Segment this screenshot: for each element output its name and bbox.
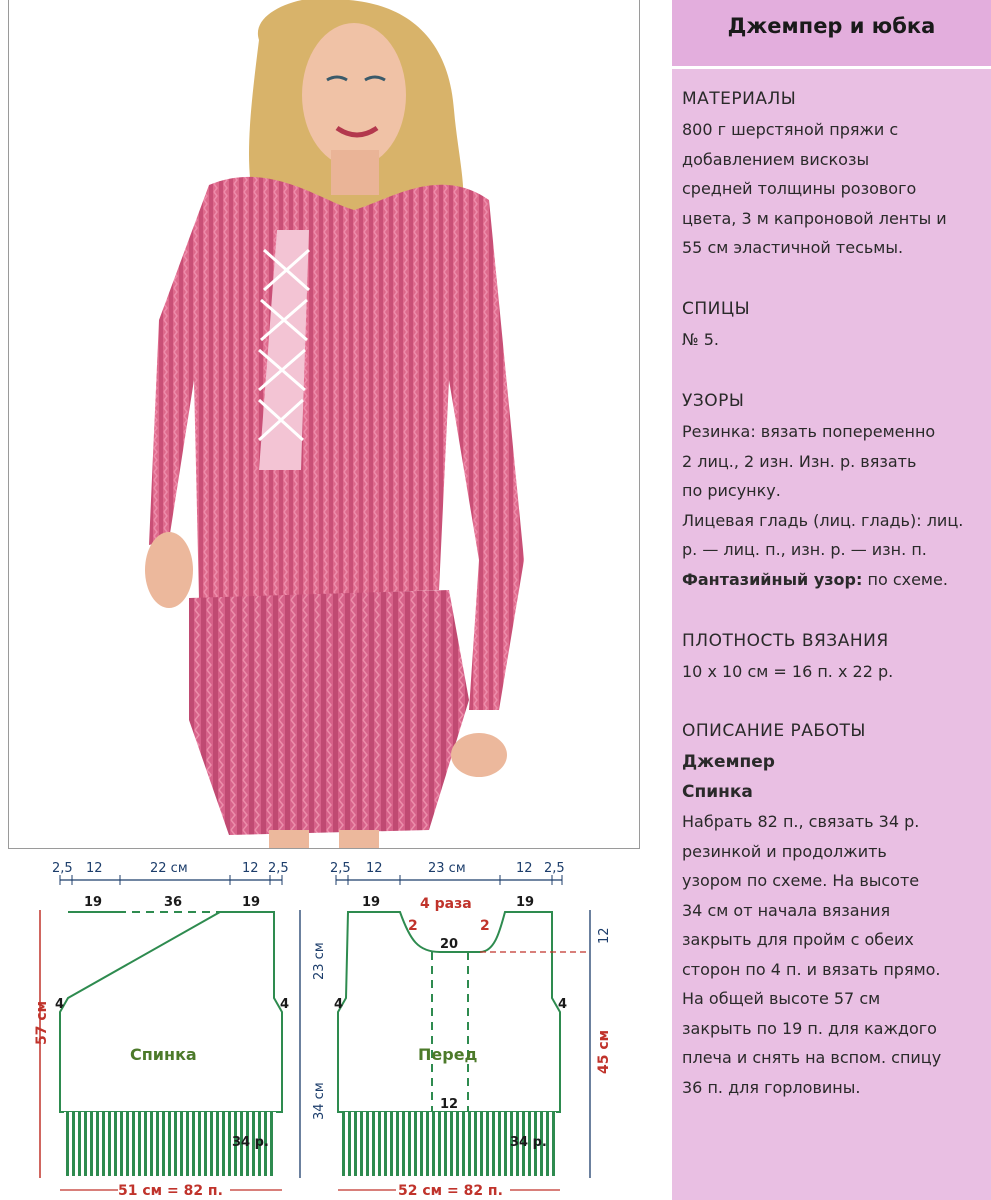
front-name: Перед <box>418 1045 478 1064</box>
back-rows: 34 р. <box>232 1135 269 1150</box>
work-line: резинкой и продолжить <box>682 841 887 861</box>
front-neck-bottom: 20 <box>440 937 459 952</box>
materials-line: 800 г шерстяной пряжи с <box>682 120 899 139</box>
back-top-dim: 2,5 <box>268 861 289 876</box>
front-height: 45 см <box>596 1029 612 1074</box>
front-top-dim: 2,5 <box>544 861 565 876</box>
work-subheading-back: Спинка <box>682 782 753 802</box>
stockinette-line: Лицевая гладь (лиц. гладь): лиц. <box>682 510 964 530</box>
stockinette-line: р. — лиц. п., изн. р. — изн. п. <box>682 540 927 559</box>
rib-line: 2 лиц., 2 изн. Изн. р. вязать <box>682 451 917 471</box>
back-armhole-height: 23 см <box>312 942 327 980</box>
back-armhole-left: 4 <box>55 997 65 1012</box>
work-line: узором по схеме. На высоте <box>682 871 920 890</box>
front-neck-depth: 12 <box>597 927 612 944</box>
gauge-heading: ПЛОТНОСТЬ ВЯЗАНИЯ <box>682 631 889 651</box>
front-neck-dec-left: 2 <box>408 918 418 934</box>
front-width: 52 см = 82 п. <box>398 1183 503 1199</box>
fancy-pattern-text: по схеме. <box>862 569 948 589</box>
fancy-pattern-line <box>682 565 982 595</box>
front-neck-dec-right: 2 <box>480 918 490 934</box>
front-armhole-left: 4 <box>334 997 344 1012</box>
back-top-dim: 2,5 <box>52 861 73 876</box>
back-armhole-right: 4 <box>280 997 290 1012</box>
work-line: На общей высоте 57 см <box>682 989 881 1008</box>
back-top-dim: 12 <box>242 861 259 876</box>
work-line: 36 п. для горловины. <box>682 1077 861 1097</box>
needles-heading: СПИЦЫ <box>682 299 751 319</box>
back-name: Спинка <box>130 1045 197 1064</box>
back-top-dim: 12 <box>86 861 103 876</box>
work-heading: ОПИСАНИЕ РАБОТЫ <box>682 721 866 741</box>
needles-section <box>682 298 982 355</box>
gauge-value: 10 х 10 см = 16 п. х 22 р. <box>682 662 894 681</box>
work-description-section <box>682 720 982 1102</box>
rib-line: по рисунку. <box>682 481 781 500</box>
front-rows: 34 р. <box>510 1135 547 1150</box>
needles-value: № 5. <box>682 330 719 349</box>
fancy-pattern-label: Фантазийный узор: <box>682 569 863 589</box>
front-shoulder-right: 19 <box>516 895 535 910</box>
work-line: Набрать 82 п., связать 34 р. <box>682 812 920 831</box>
front-top-dim: 12 <box>366 861 383 876</box>
document-title: Джемпер и юбка <box>727 14 936 38</box>
back-neck: 36 <box>164 895 183 910</box>
back-outline <box>60 912 282 1112</box>
materials-heading: МАТЕРИАЛЫ <box>682 89 797 109</box>
work-line: закрыть для пройм с обеих <box>682 930 914 949</box>
front-shoulder-left: 19 <box>362 895 381 910</box>
work-line: плеча и снять на вспом. спицу <box>682 1048 942 1067</box>
back-shoulder-left: 19 <box>84 895 103 910</box>
materials-section <box>682 88 982 263</box>
back-width: 51 см = 82 п. <box>118 1183 223 1199</box>
materials-line: 55 см эластичной тесьмы. <box>682 238 904 257</box>
back-top-dim: 22 см <box>150 861 188 876</box>
front-top-dim: 23 см <box>428 861 466 876</box>
work-line: 34 см от начала вязания <box>682 900 891 920</box>
materials-line: добавлением вискозы <box>682 149 870 169</box>
product-photo <box>8 0 640 849</box>
back-shoulder-right: 19 <box>242 895 261 910</box>
front-armhole-right: 4 <box>558 997 568 1012</box>
front-top-dim: 2,5 <box>330 861 351 876</box>
work-line: сторон по 4 п. и вязать прямо. <box>682 959 941 979</box>
work-line: закрыть по 19 п. для каждого <box>682 1018 937 1038</box>
gauge-section <box>682 630 982 687</box>
work-subheading-jumper: Джемпер <box>682 752 775 772</box>
materials-line: средней толщины розового <box>682 179 917 198</box>
front-top-dim: 12 <box>516 861 533 876</box>
patterns-section <box>682 390 982 594</box>
patterns-heading: УЗОРЫ <box>682 391 745 411</box>
materials-line: цвета, 3 м капроновой ленты и <box>682 208 947 228</box>
front-neck-repeat: 4 раза <box>420 896 472 912</box>
back-height: 57 см <box>34 1000 50 1045</box>
back-diagram <box>34 861 327 1199</box>
rib-line: Резинка: вязать попеременно <box>682 422 936 441</box>
pattern-diagrams <box>0 850 672 1200</box>
back-lower-height: 34 см <box>312 1082 327 1120</box>
front-diagram <box>330 861 612 1199</box>
model-photo-illustration <box>9 0 639 848</box>
front-center-panel: 12 <box>440 1097 459 1112</box>
